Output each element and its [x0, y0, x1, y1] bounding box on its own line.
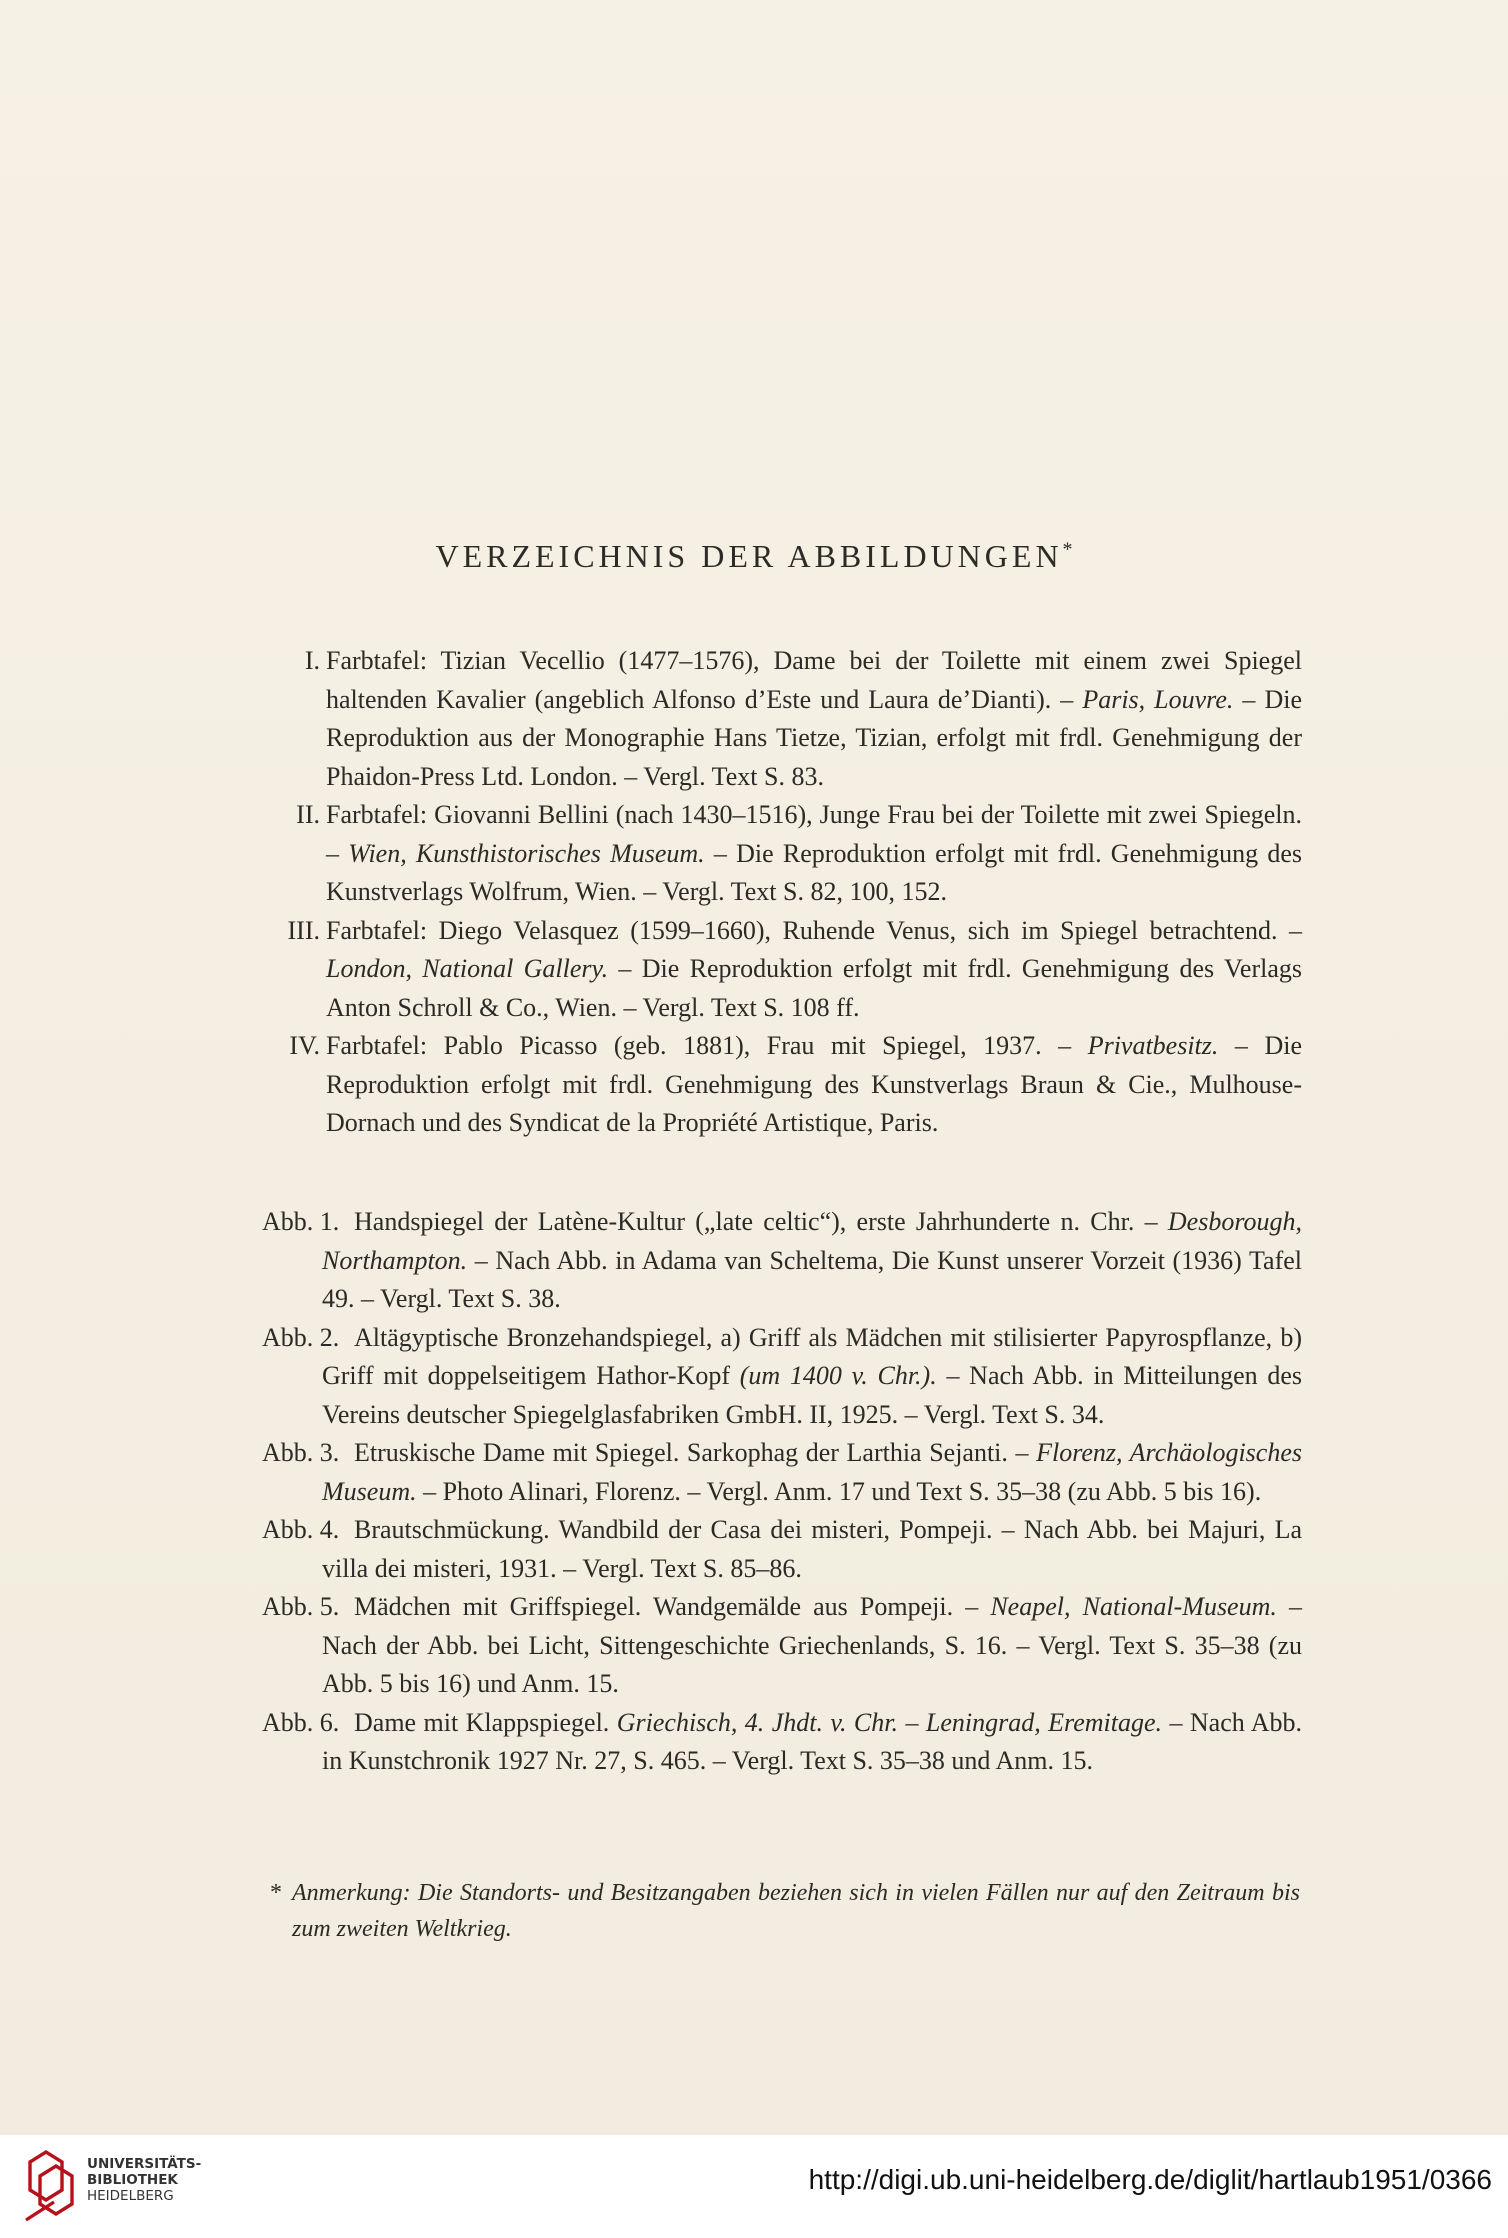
footnote-mark: * — [270, 1880, 282, 1906]
color-plates-list — [262, 642, 1302, 1143]
footnote-text: Anmerkung: Die Standorts- und Besitzangaben beziehen sich in vielen Fällen nur auf den Zeitraum bis zum zweiten Weltkrieg. — [292, 1880, 1300, 1942]
figure-entry — [262, 1588, 1302, 1704]
plate-entry — [262, 912, 1302, 1028]
entry-text: Dame mit Klappspiegel. — [354, 1707, 617, 1737]
entry-text: – Die Reproduktion erfolgt mit frdl. Genehmigung des Verlags Anton Schroll & Co., Wien. – Vergl. Text S. 108 ff. — [326, 954, 1302, 1022]
plate-number: IV. — [289, 1031, 320, 1060]
figure-entry — [262, 1434, 1302, 1511]
entry-text: Farbtafel: Tizian Vecellio (1477–1576), Dame bei der Toilette mit einem zwei Spiegel haltenden Kavalier (angeblich Alfonso d’Este und Laura de’Dianti). – — [326, 646, 1302, 714]
entry-text: Farbtafel: Giovanni Bellini (nach 1430–1516), Junge Frau bei der Toilette mit zwei Spiegeln. – — [326, 800, 1302, 868]
plate-number: III. — [287, 915, 320, 945]
entry-text: – Nach Abb. in Mitteilungen des Vereins deutscher Spiegelglasfabriken GmbH. II, 1925. – Vergl. Text S. 34. — [322, 1361, 1302, 1429]
plate-entry — [262, 642, 1302, 796]
figure-label: Abb. 3. — [262, 1438, 340, 1467]
entry-text: – Die Reproduktion aus der Monographie Hans Tietze, Tizian, erfolgt mit frdl. Genehmigung der Phaidon-Press Ltd. London. – Vergl. Text S. 83. — [326, 684, 1302, 791]
figures-list — [262, 1203, 1302, 1781]
entry-text: Farbtafel: Pablo Picasso (geb. 1881), Frau mit Spiegel, 1937. – — [326, 1031, 1088, 1060]
entry-text: Mädchen mit Griffspiegel. Wandgemälde aus Pompeji. – — [354, 1592, 991, 1621]
library-name-line2: BIBLIOTHEK — [87, 2172, 178, 2188]
entry-text: – Photo Alinari, Florenz. – Vergl. Anm. 17 und Text S. 35–38 (zu Abb. 5 bis 16). — [416, 1476, 1262, 1506]
entry-text: – Nach Abb. in Adama van Scheltema, Die Kunst unserer Vorzeit (1936) Tafel 49. – Vergl. Text S. 38. — [322, 1245, 1302, 1313]
figure-entry — [262, 1203, 1302, 1319]
location-italic: Leningrad, Eremitage. — [925, 1707, 1163, 1737]
location-italic: Paris, Louvre. — [1082, 684, 1234, 714]
location-italic: Desborough, Northampton. — [322, 1207, 1302, 1275]
entry-text: Handspiegel der Latène-Kultur („late celtic“), erste Jahrhunderte n. Chr. – — [354, 1207, 1168, 1236]
page-title-text: VERZEICHNIS DER ABBILDUNGEN — [435, 538, 1063, 574]
library-name-line3: HEIDELBERG — [87, 2188, 174, 2204]
figure-label: Abb. 4. — [262, 1515, 340, 1544]
figure-label: Abb. 2. — [262, 1322, 340, 1352]
plate-entry — [262, 1027, 1302, 1143]
entry-text: Etruskische Dame mit Spiegel. Sarkophag der Larthia Sejanti. – — [354, 1438, 1037, 1467]
plate-number: II. — [296, 800, 320, 829]
location-italic: Florenz, Archäologisches Museum. — [322, 1438, 1302, 1506]
location-italic: (um 1400 v. Chr.). — [739, 1361, 937, 1390]
entry-text: – Nach der Abb. bei Licht, Sittengeschichte Griechenlands, S. 16. – Vergl. Text S. 35–38 (zu Abb. 5 bis 16) und Anm. 15. — [322, 1592, 1302, 1698]
entry-text: Farbtafel: Diego Velasquez (1599–1660), Ruhende Venus, sich im Spiegel betrachtend. – — [326, 915, 1302, 945]
plate-number: I. — [304, 646, 320, 675]
entry-text: Brautschmückung. Wandbild der Casa dei misteri, Pompeji. – Nach Abb. bei Majuri, La villa dei misteri, 1931. – Vergl. Text S. 85–86. — [322, 1515, 1302, 1583]
page-title — [0, 538, 1508, 575]
entry-text: – Die Reproduktion erfolgt mit frdl. Genehmigung des Kunstverlags Wolfrum, Wien. – Vergl. Text S. 82, 100, 152. — [326, 838, 1302, 906]
title-footnote-mark: * — [1062, 538, 1073, 561]
figure-label: Abb. 1. — [262, 1207, 340, 1236]
location-italic: Griechisch, 4. Jhdt. v. Chr. — [616, 1707, 899, 1737]
location-italic: Neapel, National-Museum. — [990, 1592, 1277, 1621]
footnote — [270, 1875, 1300, 1947]
library-logo-icon — [24, 2150, 80, 2222]
figure-label: Abb. 5. — [262, 1592, 340, 1621]
location-italic: Wien, Kunsthistorisches Museum. — [348, 838, 705, 868]
location-italic: Privatbesitz. — [1087, 1031, 1219, 1060]
figure-entry — [262, 1319, 1302, 1435]
figure-entry — [262, 1704, 1302, 1781]
permalink-url[interactable]: http://digi.ub.uni-heidelberg.de/diglit/hartlaub1951/0366 — [808, 2164, 1492, 2195]
entry-text: – Die Reproduktion erfolgt mit frdl. Genehmigung des Kunstverlags Braun & Cie., Mulhouse-Dornach und des Syndicat de la Propriété Artistique, Paris. — [326, 1031, 1302, 1137]
entry-text: Altägyptische Bronzehandspiegel, a) Griff als Mädchen mit stilisierter Papyrospflanze, b) Griff mit doppelseitigem Hathor-Kopf — [322, 1322, 1302, 1390]
plate-entry — [262, 796, 1302, 912]
figure-entry — [262, 1511, 1302, 1588]
library-name — [87, 2156, 201, 2204]
library-name-line1: UNIVERSITÄTS- — [87, 2156, 202, 2172]
entry-text: – — [898, 1707, 926, 1737]
location-italic: London, National Gallery. — [326, 954, 609, 983]
figure-label: Abb. 6. — [262, 1707, 340, 1737]
entry-text: – Nach Abb. in Kunstchronik 1927 Nr. 27, S. 465. – Vergl. Text S. 35–38 und Anm. 15. — [322, 1707, 1303, 1775]
